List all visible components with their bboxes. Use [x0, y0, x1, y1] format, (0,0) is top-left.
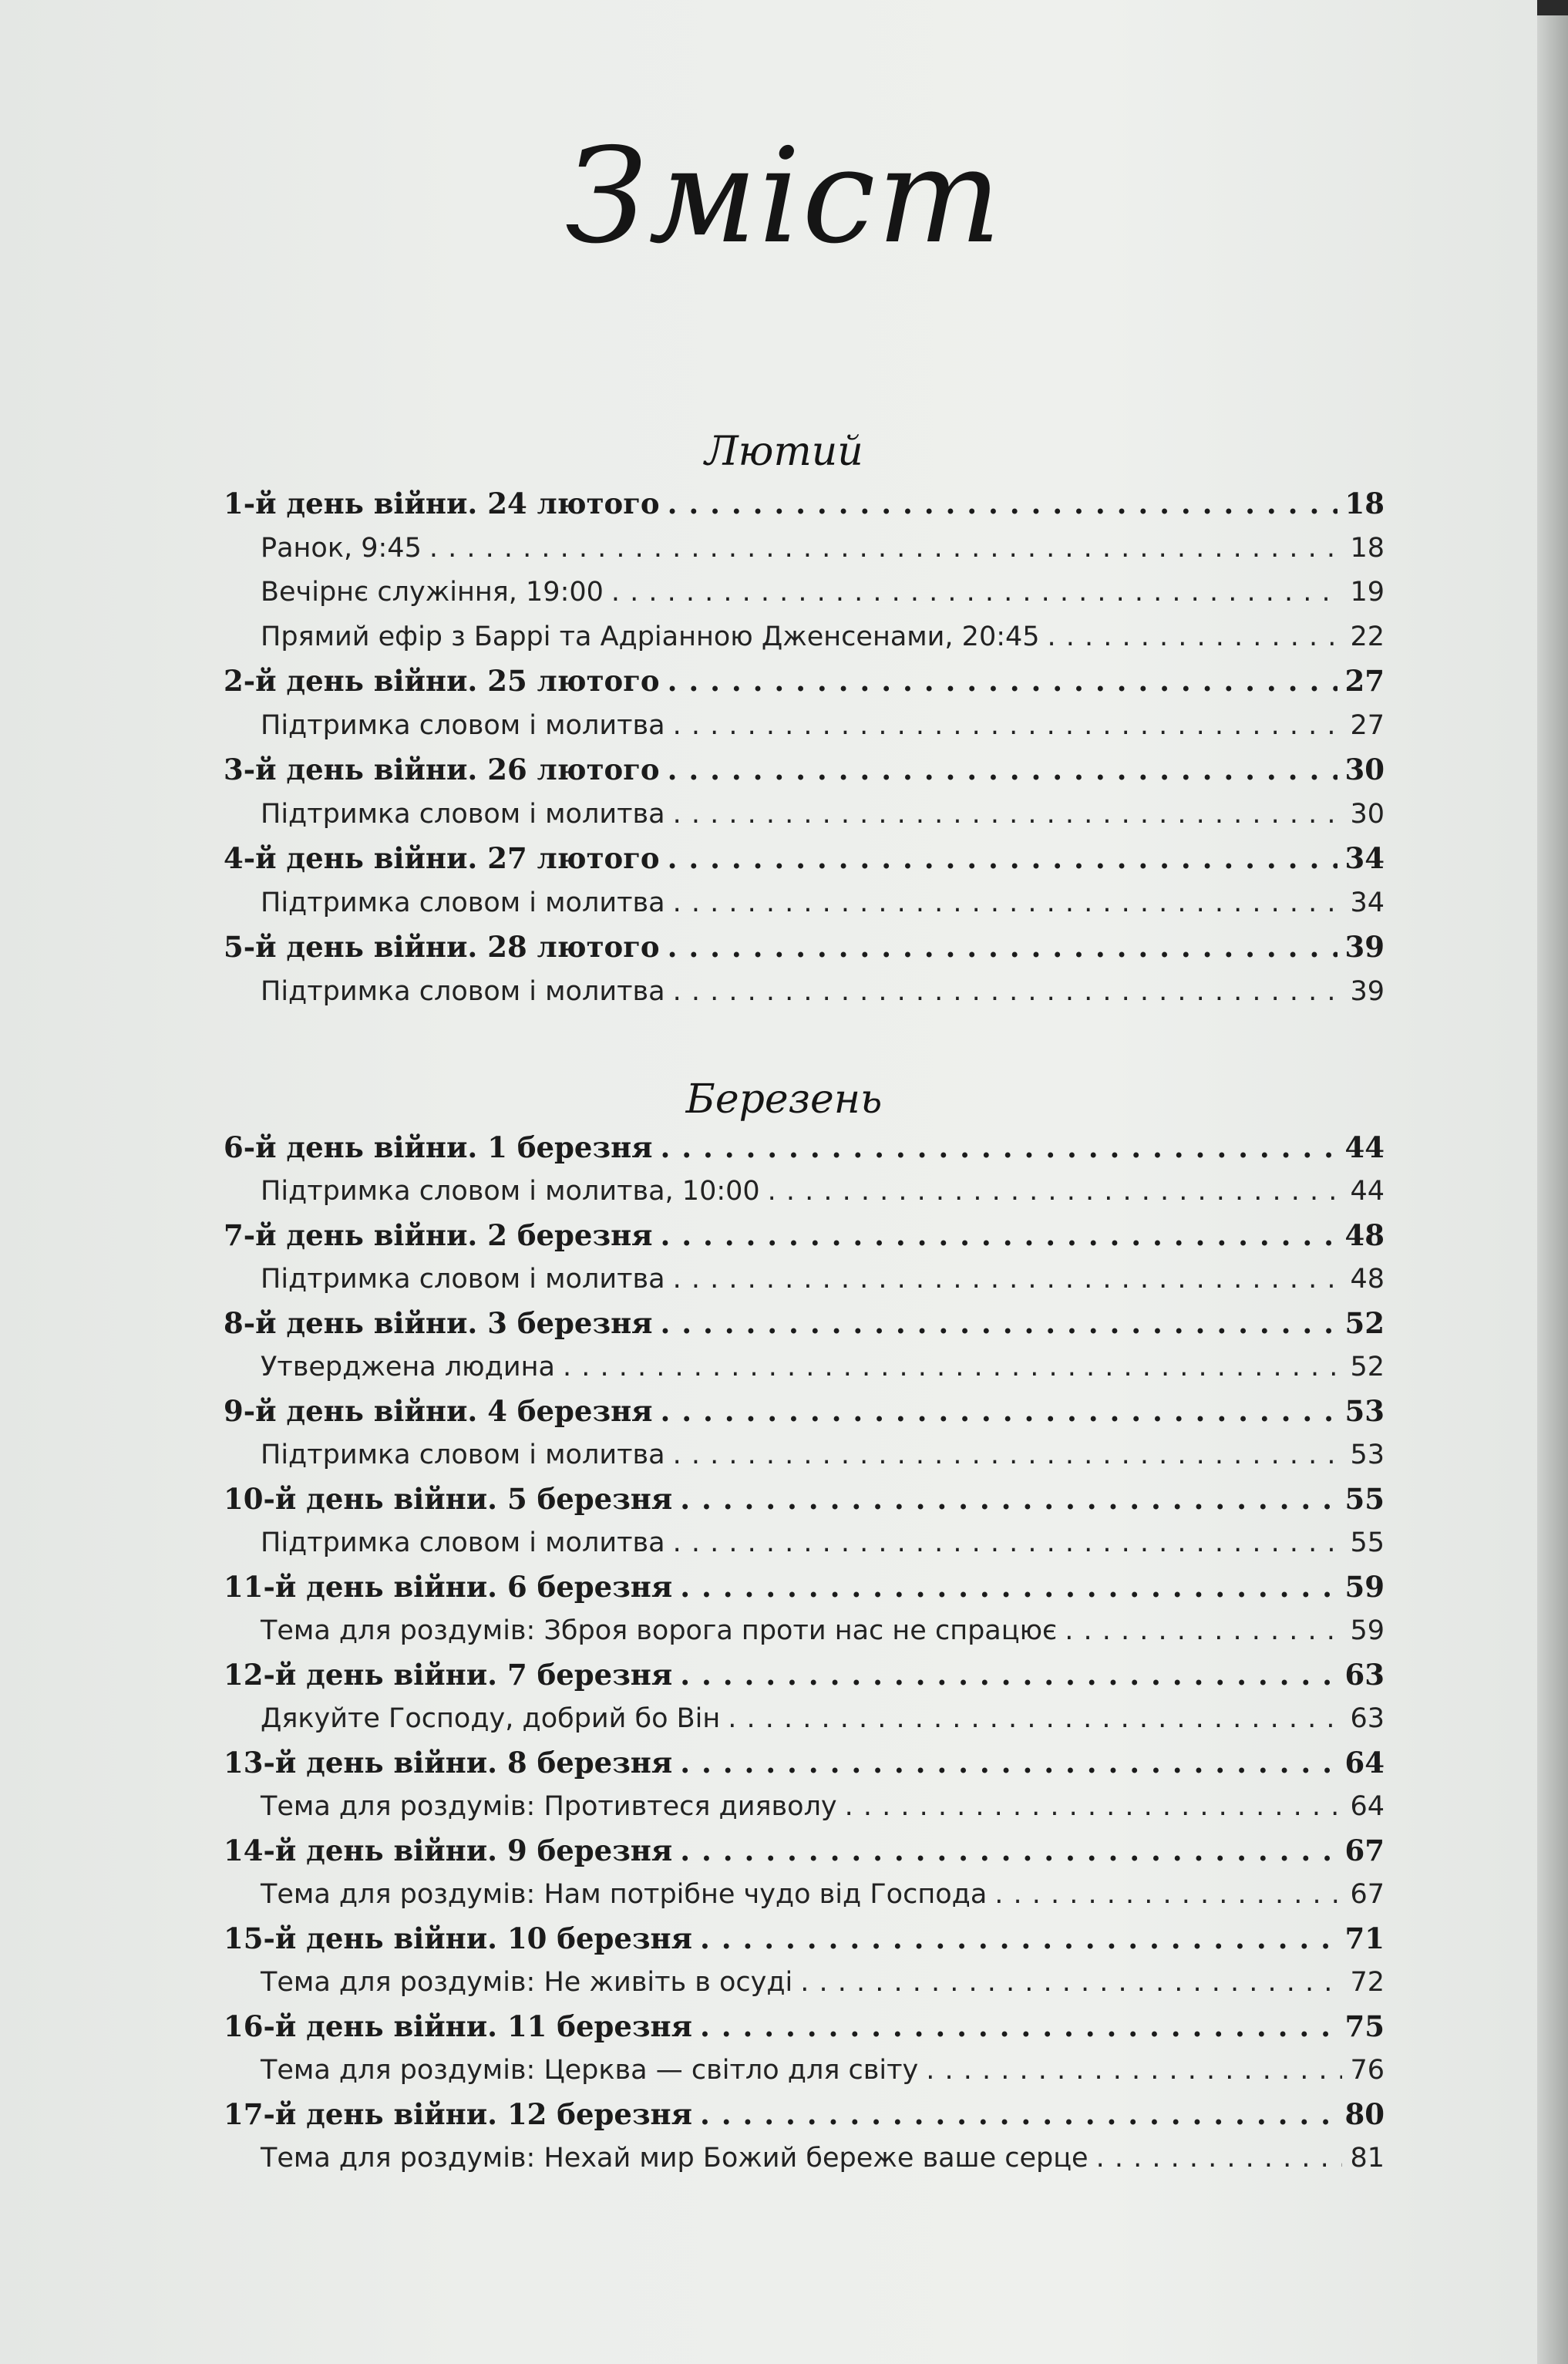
dot-leader [660, 1126, 1337, 1169]
dot-leader [680, 1653, 1337, 1696]
toc-entry[interactable] [224, 1302, 1385, 1345]
toc-entry-title: 8-й день війни. 3 березня [224, 1306, 653, 1340]
toc-entry-title: Утверджена людина [261, 1352, 555, 1382]
toc-entry[interactable] [224, 837, 1385, 880]
toc-entry[interactable] [261, 2137, 1385, 2180]
toc-entry-title: 2-й день війни. 25 лютого [224, 664, 660, 698]
dot-leader [668, 482, 1338, 525]
dot-leader [728, 1697, 1342, 1740]
toc-entry-title: Вечірнє служіння, 19:00 [261, 577, 604, 608]
toc-entry[interactable] [224, 482, 1385, 525]
toc-entry[interactable] [224, 1741, 1385, 1784]
toc-entry-title: Ранок, 9:45 [261, 533, 422, 564]
toc-entry[interactable] [261, 1961, 1385, 2004]
dot-leader [768, 1170, 1343, 1213]
toc-page-number: 64 [1344, 1746, 1385, 1780]
toc-entry-title: Підтримка словом і молитва [261, 1440, 665, 1470]
toc-page-number: 52 [1350, 1352, 1385, 1382]
dot-leader [660, 1302, 1337, 1345]
toc-entry-title: Підтримка словом і молитва, 10:00 [261, 1176, 760, 1207]
toc-page-number: 34 [1350, 887, 1385, 918]
toc-page-number: 55 [1350, 1527, 1385, 1558]
dot-leader [680, 1741, 1337, 1784]
toc-entry-title: 17-й день війни. 12 березня [224, 2097, 692, 2131]
toc-entry-title: 3-й день війни. 26 лютого [224, 753, 660, 786]
dot-leader [700, 1917, 1338, 1960]
dot-leader [668, 748, 1338, 791]
toc-entry-title: 15-й день війни. 10 березня [224, 1921, 692, 1955]
toc-entry[interactable] [224, 2093, 1385, 2136]
toc-page-number: 30 [1344, 753, 1385, 786]
toc-entry-title: 11-й день війни. 6 березня [224, 1570, 673, 1604]
toc-page-number: 80 [1344, 2097, 1385, 2131]
toc-entry[interactable] [261, 1433, 1385, 1477]
toc-entry[interactable] [261, 1258, 1385, 1301]
toc-entry-title: Тема для роздумів: Нам потрібне чудо від Господа [261, 1879, 988, 1910]
toc-page-number: 59 [1350, 1615, 1385, 1646]
toc-entry[interactable] [224, 1565, 1385, 1608]
toc-entry[interactable] [224, 925, 1385, 968]
toc-entry-title: 1-й день війни. 24 лютого [224, 487, 660, 520]
dot-leader [660, 1214, 1337, 1257]
toc-entry-title: Підтримка словом і молитва [261, 799, 665, 830]
dot-leader [800, 1961, 1342, 2004]
toc-page-number: 34 [1344, 841, 1385, 875]
dot-leader [680, 1477, 1337, 1520]
toc-entry-title: 12-й день війни. 7 березня [224, 1658, 673, 1692]
toc-page-number: 55 [1344, 1482, 1385, 1516]
dot-leader [668, 659, 1338, 702]
toc-entry[interactable] [261, 2049, 1385, 2092]
toc-entry[interactable] [224, 1126, 1385, 1169]
toc-entry[interactable] [261, 970, 1385, 1013]
toc-page-number: 76 [1350, 2055, 1385, 2086]
toc-entry[interactable] [261, 1345, 1385, 1389]
toc-page-number: 30 [1350, 799, 1385, 830]
toc-entry-title: Підтримка словом і молитва [261, 1264, 665, 1295]
toc-page-number: 39 [1350, 976, 1385, 1007]
toc-page-number: 67 [1350, 1879, 1385, 1910]
toc-page-number: 19 [1350, 577, 1385, 608]
toc-entry[interactable] [224, 1389, 1385, 1433]
toc-entry-title: 14-й день війни. 9 березня [224, 1834, 673, 1867]
toc-page-number: 18 [1344, 487, 1385, 520]
toc-page-number: 67 [1344, 1834, 1385, 1867]
dot-leader [673, 1433, 1343, 1477]
dot-leader [429, 527, 1343, 570]
dot-leader [673, 1521, 1343, 1564]
dot-leader [680, 1565, 1337, 1608]
dot-leader [1065, 1609, 1342, 1652]
toc-entry[interactable] [224, 659, 1385, 702]
toc-entry-title: Тема для роздумів: Не живіть в осуді [261, 1967, 793, 1998]
toc-page-number: 75 [1344, 2009, 1385, 2043]
toc-entry-title: Підтримка словом і молитва [261, 887, 665, 918]
toc-page-number: 53 [1350, 1440, 1385, 1470]
dot-leader [673, 793, 1343, 836]
toc-page-number: 48 [1344, 1218, 1385, 1252]
dot-leader [673, 1258, 1343, 1301]
toc-entry[interactable] [224, 1653, 1385, 1696]
toc-entry[interactable] [224, 2005, 1385, 2048]
dot-leader [673, 704, 1343, 747]
toc-entry[interactable] [224, 1829, 1385, 1872]
toc-page-number: 59 [1344, 1570, 1385, 1604]
toc-entry[interactable] [261, 704, 1385, 747]
toc-entry-title: Тема для роздумів: Нехай мир Божий береже ваше серце [261, 2143, 1089, 2174]
toc-entry[interactable] [261, 881, 1385, 924]
toc-entry[interactable] [261, 615, 1385, 658]
dot-leader [673, 970, 1343, 1013]
toc-page-number: 44 [1350, 1176, 1385, 1207]
dot-leader [673, 881, 1343, 924]
toc-entry-title: 13-й день війни. 8 березня [224, 1746, 673, 1780]
toc-page-number: 18 [1350, 533, 1385, 564]
toc-page-number: 72 [1350, 1967, 1385, 1998]
dot-leader [700, 2005, 1338, 2048]
toc-entry[interactable] [261, 793, 1385, 836]
toc-page-number: 63 [1344, 1658, 1385, 1692]
toc-entry[interactable] [224, 1917, 1385, 1960]
toc-entry[interactable] [261, 1609, 1385, 1652]
toc-entry-title: 10-й день війни. 5 березня [224, 1482, 673, 1516]
toc-entry-title: 16-й день війни. 11 березня [224, 2009, 692, 2043]
toc-entry-title: Прямий ефір з Баррі та Адріанною Дженсенами, 20:45 [261, 621, 1040, 652]
toc-entry-title: 4-й день війни. 27 лютого [224, 841, 660, 875]
toc-entry-title: Тема для роздумів: Церква — світло для світу [261, 2055, 919, 2086]
dot-leader [668, 837, 1338, 880]
toc-entry[interactable] [224, 748, 1385, 791]
section-heading-february: Лютий [705, 429, 863, 475]
dot-leader [563, 1345, 1343, 1389]
toc-page-number: 63 [1350, 1703, 1385, 1734]
toc-page-number: 53 [1344, 1394, 1385, 1428]
toc-entry-title: Тема для роздумів: Зброя ворога проти нас не спрацює [261, 1615, 1058, 1646]
toc-page-number: 81 [1350, 2143, 1385, 2174]
toc-entry-title: Підтримка словом і молитва [261, 710, 665, 741]
toc-page-number: 27 [1344, 664, 1385, 698]
toc-entry[interactable] [261, 1697, 1385, 1740]
dot-leader [611, 571, 1343, 614]
toc-page-number: 64 [1350, 1791, 1385, 1822]
toc-entry[interactable] [261, 527, 1385, 570]
toc-page-number: 52 [1344, 1306, 1385, 1340]
toc-entry[interactable] [224, 1477, 1385, 1520]
toc-entry[interactable] [261, 1785, 1385, 1828]
toc-page-number: 39 [1344, 930, 1385, 964]
toc-entry-title: Тема для роздумів: Противтеся дияволу [261, 1791, 837, 1822]
toc-entry[interactable] [261, 1170, 1385, 1213]
toc-entry-title: 9-й день війни. 4 березня [224, 1394, 653, 1428]
toc-entry[interactable] [224, 1214, 1385, 1257]
toc-page-number: 27 [1350, 710, 1385, 741]
dot-leader [668, 925, 1338, 968]
dot-leader [994, 1873, 1342, 1916]
dot-leader [680, 1829, 1337, 1872]
toc-entry[interactable] [261, 1521, 1385, 1564]
toc-entry-title: 7-й день війни. 2 березня [224, 1218, 653, 1252]
dot-leader [1048, 615, 1343, 658]
toc-page-number: 48 [1350, 1264, 1385, 1295]
section-heading-march: Березень [685, 1076, 883, 1123]
dot-leader [845, 1785, 1343, 1828]
toc-entry-title: Дякуйте Господу, добрий бо Він [261, 1703, 721, 1734]
dot-leader [1096, 2137, 1343, 2180]
toc-page-number: 22 [1350, 621, 1385, 652]
toc-page-number: 71 [1344, 1921, 1385, 1955]
page-title: Зміст [565, 120, 1003, 273]
toc-entry[interactable] [261, 1873, 1385, 1916]
toc-entry-title: Підтримка словом і молитва [261, 976, 665, 1007]
toc-entry[interactable] [261, 571, 1385, 614]
toc-entry-title: 5-й день війни. 28 лютого [224, 930, 660, 964]
toc-page-number: 44 [1344, 1130, 1385, 1164]
dot-leader [700, 2093, 1338, 2136]
dot-leader [926, 2049, 1342, 2092]
toc-entry-title: Підтримка словом і молитва [261, 1527, 665, 1558]
dot-leader [660, 1389, 1337, 1433]
toc-entry-title: 6-й день війни. 1 березня [224, 1130, 653, 1164]
